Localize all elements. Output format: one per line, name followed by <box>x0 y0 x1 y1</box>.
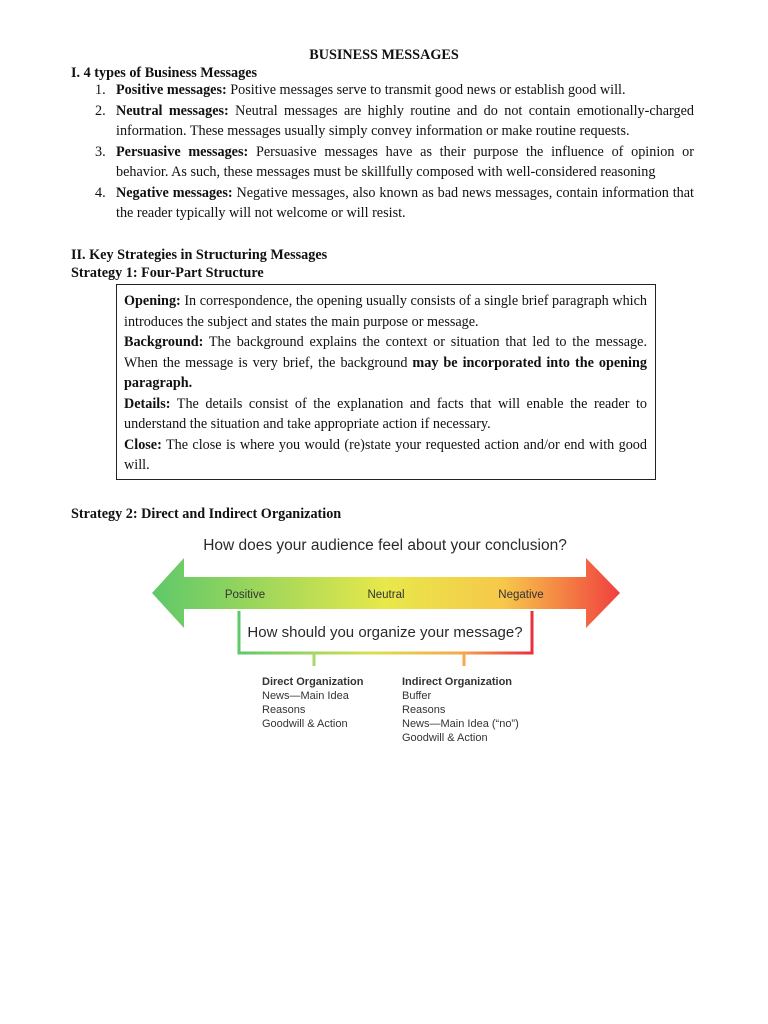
details-paragraph: Details: The details consist of the explanation and facts that will enable the reader to understand the situation and take appropriate action if necessary. <box>124 395 647 432</box>
strategy-1-heading: Strategy 1: Four-Part Structure <box>71 265 264 281</box>
organization-diagram <box>140 530 630 755</box>
section-heading-strategies: II. Key Strategies in Structuring Messages <box>71 247 328 263</box>
indirect-item: Reasons <box>402 704 446 716</box>
direct-title: Direct Organization <box>262 676 364 688</box>
direct-item: Goodwill & Action <box>262 718 348 730</box>
opening-paragraph: Opening: In correspondence, the opening usually consists of a single brief paragraph which introduces the subject and states the main purpose or message. <box>124 293 647 330</box>
term: Neutral messages: <box>116 102 229 119</box>
term: Positive messages: <box>116 82 227 98</box>
indirect-item: News—Main Idea (“no”) <box>402 718 519 730</box>
label-positive: Positive <box>224 589 266 601</box>
indirect-title: Indirect Organization <box>402 676 513 688</box>
background-paragraph: Background: The background explains the context or situation that led to the message. When the message is very brief, the background may be incorporated into the opening paragraph. <box>124 334 647 391</box>
indirect-item: Goodwill & Action <box>402 732 488 744</box>
direct-item: Reasons <box>262 704 306 716</box>
label-negative: Negative <box>498 589 544 601</box>
list-item: 1. Positive messages: Positive messages serve to transmit good news or establish good will. <box>95 82 626 98</box>
term: Negative messages: <box>116 184 233 201</box>
list-item: 3. Persuasive messages: Persuasive messages have as their purpose the influence of opinion or behavior. As such, these messages must be skillfully composed with well-considered reasoning <box>95 143 694 180</box>
message-types-list <box>71 80 694 224</box>
list-item: 2. Neutral messages: Neutral messages are highly routine and do not contain emotionally-charged information. These messages usually simply convey information or make routine requests. <box>95 102 694 139</box>
close-paragraph: Close: The close is where you would (re)state your requested action and/or end with good will. <box>124 436 647 473</box>
page-title: BUSINESS MESSAGES <box>309 47 459 63</box>
label-neutral: Neutral <box>367 589 405 601</box>
strategy-2-heading: Strategy 2: Direct and Indirect Organization <box>71 506 342 522</box>
question-organize: How should you organize your message? <box>247 624 523 641</box>
four-part-structure-box <box>116 284 656 480</box>
question-audience: How does your audience feel about your conclusion? <box>203 537 567 554</box>
direct-item: News—Main Idea <box>262 690 349 702</box>
list-item: 4. Negative messages: Negative messages, also known as bad news messages, contain information that the reader typically will not welcome or will resist. <box>95 184 694 221</box>
indirect-item: Buffer <box>402 690 432 702</box>
section-heading-types: I. 4 types of Business Messages <box>71 65 258 81</box>
term: Persuasive messages: <box>116 143 249 160</box>
organization-diagram-svg <box>140 530 630 755</box>
